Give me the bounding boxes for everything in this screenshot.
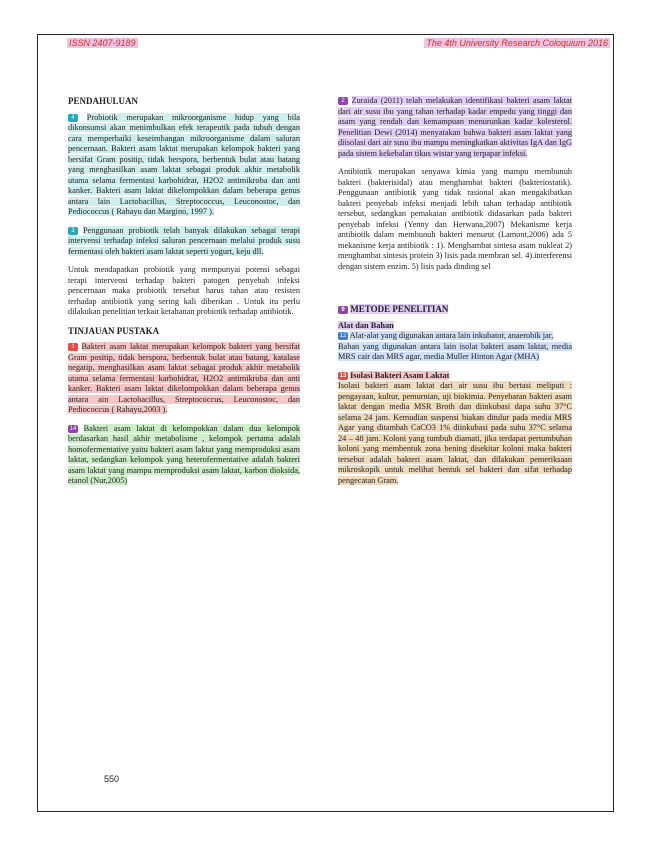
annotation-badge: 14 <box>69 425 77 432</box>
alat-bahan-text: Alat dan Bahan <box>338 320 394 330</box>
metode-heading-text: METODE PENELITIAN <box>350 304 449 314</box>
right-column <box>338 96 572 494</box>
page-number: 550 <box>104 774 120 784</box>
intro-paragraph-3: Untuk mendapatkan probiotik yang mempunyai potensi sebagai terapi intervensi terhadap bakteri patogen penyebab infeksi pencernaan maka probiotik tersebut harus tahan atau resisten terhadap antibiotik yang sering kali diberikan . Untuk itu perlu dilakukan penelitian terkait ketahanan probiotik terhadap antibiotik. <box>68 265 300 316</box>
left-column <box>68 96 300 495</box>
alat-text: Alat-alat yang digunakan antara lain inkubator, anaerobik jar, <box>349 331 554 340</box>
tp-paragraph-1 <box>68 342 300 416</box>
isolasi-heading-text: Isolasi Bakteri Asam Laktat <box>350 370 450 380</box>
bahan-text: Bahan yang digunakan antara lain isolat bakteri asam laktat, media MRS cair dan MRS agar, media Muller Hinton Agar (MHA) <box>338 341 572 361</box>
section-heading-metode <box>338 304 572 315</box>
section-heading-pendahuluan: PENDAHULUAN <box>68 96 139 106</box>
section-heading-tinjauan: TINJAUAN PUSTAKA <box>68 325 160 336</box>
isolasi-subheading <box>338 371 572 382</box>
right-p1-text: Zuraida (2011) telah melakukan identifikasi bakteri asam laktat dari air susu ibu yang tahan terhadap kadar empedu yang tinggi dan asam yang rendah dan kemampuan menurunkan kadar kolesterol. Penelitian Dewi (2014) menyatakan bahwa bakteri asam laktat yang diisolasi dari air susu ibu mampu meningkatkan aktivitas IgA dan IgG pada sistem kekebalan tikus wistar yang terpapar infeksi. <box>338 96 573 158</box>
annotation-badge: 3 <box>68 227 78 235</box>
isolasi-text: Isolasi bakteri asam laktat dari air susu ibu bertasi meliputi : pengayaan, kultur, pemurnian, uji biokimia. Penyebaran bakteri asam laktat dengan media MSR Broth dan diinkubasi dapa suhu 37°C selama 24 jam. Kemudian suspensi biakan ditulur pada media MRS Agar yang ditambah CaCO3 1% diinkubasi pada suhu 37°C selama 24 – 48 jam. Koloni yang tumbuh diamati, jika terdapat pertumbuhan koloni yang membentuk zona bening disekitar koloni maka bakteri tersebut adalah bakteri asam laktat, dan dilakukan pemeriksaan mikroskopik untuk melihat bentuk sel bakteri dan sifat terhadap pengecatan Gram. <box>338 381 572 485</box>
annotation-badge: 12 <box>339 333 347 340</box>
right-paragraph-2: Antibiotik merupakan senyawa kimia yang mampu membunuh bakteri (bakterisidal) atau menghambat bakteri (bakteriostatik). Penggunaan antibiotik yang tidak rasional akan mengakibatkan bakteri penyebab infeksi menjadi lebih tahan terhadap antibiotik tersebut, sedangkan pemakaian antibiotik didasarkan pada bakteri penyebab infeksi (Yenny dan Herwana,2007) Mekanisme kerja antibiotik dalam membunuh bakteri menurut (Lamont,2006) ada 5 mekanisme kerja antibiotik : 1). Menghambat sintesa asam nukleat 2) menghambat sintesis protein 3) lisis pada membran sel. 4).interferensi dengan sistem enzim. 5) lisis pada dinding sel <box>338 167 572 271</box>
tp-p1-text: Bakteri asam laktat merupakan kelompok bakteri yang bersifat Gram positip, tidak berspora, berbentuk bulat atau batang, katalase negatip, menghasilkan asam laktat sebagai produk akhir metabolik utama selama fermentasi karbohidrat, H2O2 antimikroba dan anti kanker. Bakteri asam laktat dikelompokkan dalam beberapa genus antara ain Lactobacillus, Streptococcus, Leuconostoc, dan Pediococcus ( Rahayu,2003 ). <box>68 342 301 414</box>
conference-header: The 4th University Research Coloquium 2016 <box>426 38 608 48</box>
tp-p2-text: Bakteri asam laktat di kelompokkan dalam dua kelompok berdasarkan hasil akhir metabolisme , kelompok pertama adalah homofermentative yaitu bakteri asam laktat yang memproduksi asam laktat, sedangkan kelompok yang heterofermentative adalah bakteri asam laktat yang mampu memproduksi asam laktat, karbon dioksida, etanol (Nur,2005) <box>68 423 301 485</box>
issn-header: ISSN 2407-9189 <box>69 38 136 48</box>
alat-bahan-subheading <box>338 321 572 332</box>
annotation-badge: 9 <box>338 306 348 314</box>
right-paragraph-1 <box>338 96 572 159</box>
alat-paragraph <box>338 331 572 363</box>
intro-p1-text: Probiotik merupakan mikroorganisme hidup yang bila dikonsumsi akan menimbulkan efek terapeutik pada tubuh dengan cara memperbaiki keseimbangan mikroorganisme dalam saluran pencernaan. Bakteri asam laktat merupakan kelompok bakteri yang bersifat Gram positip, tidak berspora, berbentuk bulat atau batang yang menghasilkan asam laktat sebagai produk akhir metabolik utama selama fermentasi karbohidrat, H2O2 antimikroba dan anti kanker. Bakteri asam laktat dikelompokkan dalam beberapa genus antara lain Lactobacillus, Streptococcus, Leuconostoc, dan Pediococcus ( Rahayu dan Margino, 1997 ). <box>68 112 300 216</box>
intro-paragraph-2 <box>68 226 300 258</box>
annotation-badge: 13 <box>339 372 347 379</box>
annotation-badge: 2 <box>338 97 348 105</box>
intro-paragraph-1 <box>68 113 300 218</box>
tp-paragraph-2 <box>68 424 300 487</box>
annotation-badge: 4 <box>68 114 78 122</box>
annotation-badge: 1 <box>68 343 78 351</box>
intro-p2-text: Penggunaan probiotik telah banyak dilakukan sebagai terapi intervensi terhadap infeksi saluran pencernaan melalui produk susu fermentasi oleh bakteri asam laktat seperti yogurt, keju dll. <box>68 225 301 256</box>
isolasi-paragraph <box>338 381 572 486</box>
